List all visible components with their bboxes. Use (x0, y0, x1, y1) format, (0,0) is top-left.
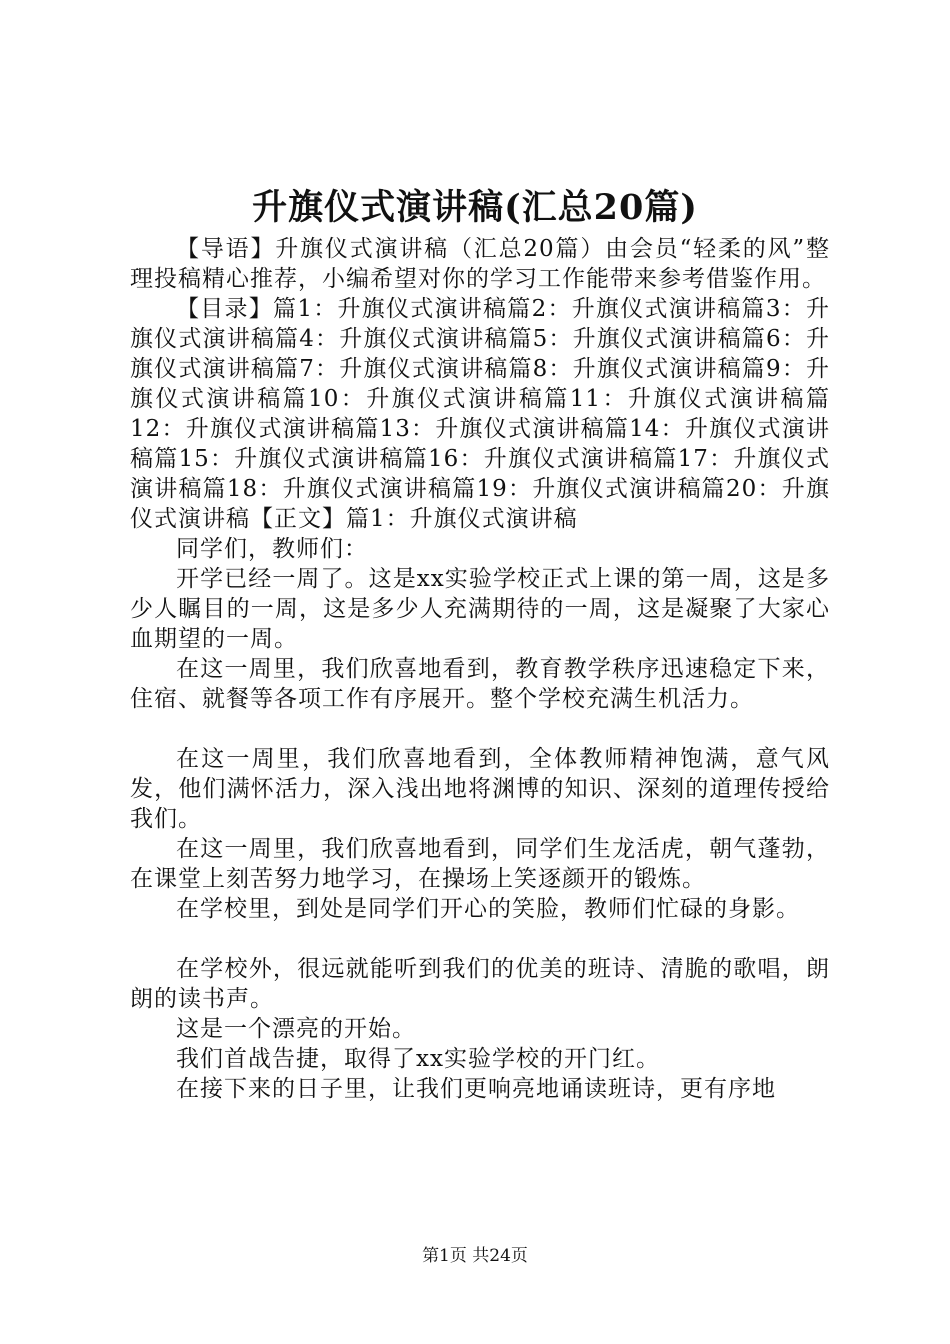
body-paragraph: 在学校里，到处是同学们开心的笑脸，教师们忙碌的身影。 (176, 896, 800, 922)
body-paragraph: 开学已经一周了。这是xx实验学校正式上课的第一周，这是多少人瞩目的一周，这是多少人充满期待的一周，这是凝聚了大家心血期望的一周。 (130, 566, 830, 652)
table-of-contents-paragraph: 【目录】篇1：升旗仪式演讲稿篇2：升旗仪式演讲稿篇3：升旗仪式演讲稿篇4：升旗仪式演讲稿篇5：升旗仪式演讲稿篇6：升旗仪式演讲稿篇7：升旗仪式演讲稿篇8：升旗仪式演讲稿篇9：升旗仪式演讲稿篇10：升旗仪式演讲稿篇11：升旗仪式演讲稿篇12：升旗仪式演讲稿篇13：升旗仪式演讲稿篇14：升旗仪式演讲稿篇15：升旗仪式演讲稿篇16：升旗仪式演讲稿篇17：升旗仪式演讲稿篇18：升旗仪式演讲稿篇19：升旗仪式演讲稿篇20：升旗仪式演讲稿【正文】篇1：升旗仪式演讲稿 (130, 296, 830, 532)
body-paragraph: 这是一个漂亮的开始。 (176, 1016, 416, 1042)
body-paragraph: 我们首战告捷，取得了xx实验学校的开门红。 (176, 1046, 660, 1072)
body-paragraph: 在这一周里，我们欣喜地看到，全体教师精神饱满，意气风发，他们满怀活力，深入浅出地将渊博的知识、深刻的道理传授给我们。 (130, 746, 830, 832)
body-paragraph: 在学校外，很远就能听到我们的优美的班诗、清脆的歌唱，朗朗的读书声。 (130, 956, 830, 1012)
body-paragraph: 在这一周里，我们欣喜地看到，教育教学秩序迅速稳定下来，住宿、就餐等各项工作有序展开。整个学校充满生机活力。 (130, 656, 830, 712)
body-paragraph: 在这一周里，我们欣喜地看到，同学们生龙活虎，朝气蓬勃，在课堂上刻苦努力地学习，在操场上笑逐颜开的锻炼。 (130, 836, 830, 892)
body-paragraph: 在接下来的日子里，让我们更响亮地诵读班诗，更有序地 (176, 1076, 776, 1102)
page-number-footer: 第1页 共24页 (422, 1246, 528, 1266)
document-body (130, 234, 830, 1104)
document-title: 升旗仪式演讲稿(汇总20篇) (252, 187, 698, 228)
intro-paragraph: 【导语】升旗仪式演讲稿（汇总20篇）由会员“轻柔的风”整理投稿精心推荐，小编希望对你的学习工作能带来参考借鉴作用。 (130, 236, 830, 292)
salutation-paragraph: 同学们，教师们： (176, 536, 368, 562)
